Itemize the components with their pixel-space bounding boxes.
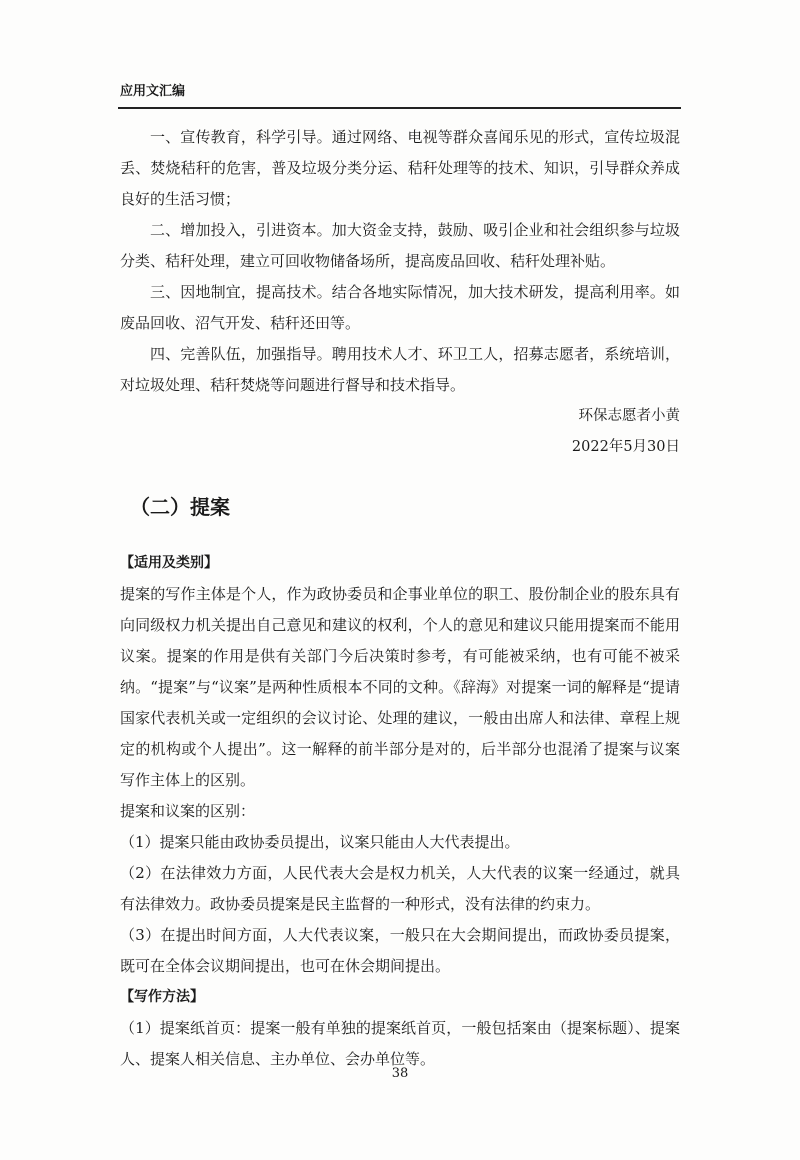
difference-item-1: （1）提案只能由政协委员提出，议案只能由人大代表提出。 [120, 833, 520, 851]
letter-paragraph-3: 三、因地制宜，提高技术。结合各地实际情况，加大技术研发，提高利用率。如废品回收、沼气开发、秸秆还田等。 [120, 283, 680, 332]
letter-paragraph-1: 一、宣传教育，科学引导。通过网络、电视等群众喜闻乐见的形式，宣传垃圾混丢、焚烧秸秆的危害，普及垃圾分类分运、秸秆处理等的技术、知识，引导群众养成良好的生活习惯； [120, 128, 680, 208]
difference-item-2: （2）在法律效力方面，人民代表大会是权力机关，人大代表的议案一经通过，就具有法律效力。政协委员提案是民主监督的一种形式，没有法律的约束力。 [120, 864, 680, 913]
difference-item-3: （3）在提出时间方面，人大代表议案，一般只在大会期间提出，而政协委员提案，既可在全体会议期间提出，也可在休会期间提出。 [120, 926, 680, 975]
signature: 环保志愿者小黄 [578, 408, 680, 424]
signature-date: 2022年5月30日 [571, 439, 680, 455]
section-title: （二）提案 [130, 495, 230, 519]
running-header: 应用文汇编 [120, 84, 186, 99]
method-heading: 【写作方法】 [120, 989, 204, 1005]
page-number: 38 [391, 1066, 409, 1081]
letter-paragraph-2: 二、增加投入，引进资本。加大资金支持，鼓励、吸引企业和社会组织参与垃圾分类、秸秆处理，建立可回收物储备场所，提高废品回收、秸秆处理补贴。 [120, 221, 680, 270]
method-item-1: （1）提案纸首页：提案一般有单独的提案纸首页，一般包括案由（提案标题）、提案人、提案人相关信息、主办单位、会办单位等。 [120, 1019, 680, 1068]
header-rule [118, 107, 681, 109]
proposal-body [120, 548, 680, 1075]
scope-heading: 【适用及类别】 [120, 555, 218, 571]
difference-intro: 提案和议案的区别： [120, 802, 256, 820]
scope-paragraph: 提案的写作主体是个人，作为政协委员和企事业单位的职工、股份制企业的股东具有向同级权力机关提出自己意见和建议的权利，个人的意见和建议只能用提案而不能用议案。提案的作用是供有关部门今后决策时参考，有可能被采纳，也有可能不被采纳。“提案”与“议案”是两种性质根本不同的文种。《辞海》对提案一词的解释是“提请国家代表机关或一定组织的会议讨论、处理的建议，一般由出席人和法律、章程上规定的机构或个人提出”。这一解释的前半部分是对的，后半部分也混淆了提案与议案写作主体上的区别。 [120, 585, 680, 789]
letter-paragraph-4: 四、完善队伍，加强指导。聘用技术人才、环卫工人，招募志愿者，系统培训，对垃圾处理、秸秆焚烧等问题进行督导和技术指导。 [120, 345, 680, 394]
letter-body [120, 122, 680, 463]
